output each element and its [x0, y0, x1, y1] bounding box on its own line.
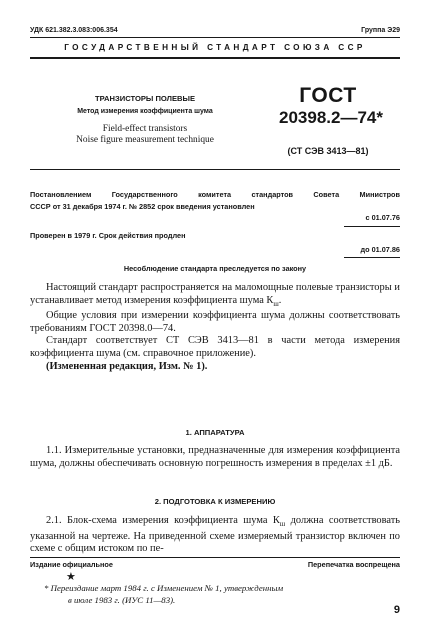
- intro-paragraph-1: Настоящий стандарт распространяется на маломощные полевые транзисторы и устанавливает метод измерения коэффициента шума $К_ш$.: [30, 282, 400, 308]
- section-2-body: [30, 515, 400, 556]
- title-en-main: Field-effect transistors: [102, 124, 188, 134]
- effective-date-rule: [344, 226, 400, 227]
- extended-date-rule: [344, 257, 400, 258]
- intro-paragraph-3: Стандарт соответствует СТ СЭВ 3413—81 в части метода измерения коэффициента шума (см. справочное приложение).: [30, 335, 400, 360]
- st-sev-ref: (СТ СЭВ 3413—81): [287, 146, 369, 156]
- clause-2-1: 2.1. Блок-схема измерения коэффициента шума $К_ш$ должна соответствовать указанной на чертеже. На приведенной схеме измеряемый транзистор включен по схеме с общим истоком по пе-: [30, 515, 400, 555]
- title-ru-main: ТРАНЗИСТОРЫ ПОЛЕВЫЕ: [94, 94, 196, 103]
- gost-number: 20398.2—74*: [279, 108, 383, 127]
- decree-line-1: Постановлением Государственного комитета стандартов Совета Министров: [30, 190, 400, 199]
- footer-rule: [30, 557, 400, 558]
- checked-note: Проверен в 1979 г. Срок действия продлен: [30, 231, 186, 240]
- decree-line-2: СССР от 31 декабря 1974 г. № 2852 срок введения установлен: [30, 202, 255, 211]
- intro-section: [30, 282, 400, 373]
- state-standard-banner: ГОСУДАРСТВЕННЫЙ СТАНДАРТ СОЮЗА ССР: [64, 43, 366, 52]
- official-edition: Издание официальное: [30, 560, 113, 569]
- effective-date: с 01.07.76: [365, 213, 400, 222]
- title-rule: [30, 169, 400, 170]
- extended-date: до 01.07.86: [360, 245, 400, 254]
- reissue-footnote: [30, 583, 400, 606]
- section-2-heading: 2. ПОДГОТОВКА К ИЗМЕРЕНИЮ: [154, 497, 276, 506]
- title-en: [30, 124, 260, 146]
- title-ru-sub: Метод измерения коэффициента шума: [77, 108, 213, 115]
- star-icon: ★: [66, 571, 76, 583]
- intro-paragraph-2: Общие условия при измерении коэффициента шума должны соответствовать требованиям ГОСТ 20398.0—74.: [30, 310, 400, 334]
- title-en-sub: Noise figure measurement technique: [76, 135, 214, 145]
- udc-code: УДК 621.382.3.083:006.354: [30, 27, 118, 34]
- amendment-note: (Измененная редакция, Изм. № 1).: [46, 360, 208, 372]
- legal-warning: Несоблюдение стандарта преследуется по закону: [123, 264, 307, 273]
- page-number: 9: [393, 604, 400, 616]
- header-rule-bottom: [30, 57, 400, 59]
- section-1-heading: 1. АППАРАТУРА: [185, 428, 245, 437]
- decree-text: [30, 189, 400, 213]
- section-1-body: [30, 445, 400, 470]
- header-rule-top: [30, 37, 400, 38]
- footnote-line-1: * Переиздание март 1984 г. с Изменением № 1, утвержденным: [44, 583, 284, 593]
- gost-label: ГОСТ: [299, 84, 357, 107]
- reprint-prohibited: Перепечатка воспрещена: [307, 560, 400, 569]
- footnote-line-2: в июле 1983 г. (ИУС 11—83).: [68, 594, 176, 605]
- clause-1-1: 1.1. Измерительные установки, предназначенные для измерения коэффициента шума, должны обеспечивать основную погрешность измерения в пределах ±1 дБ.: [30, 445, 400, 469]
- group-code: Группа Э29: [361, 27, 400, 34]
